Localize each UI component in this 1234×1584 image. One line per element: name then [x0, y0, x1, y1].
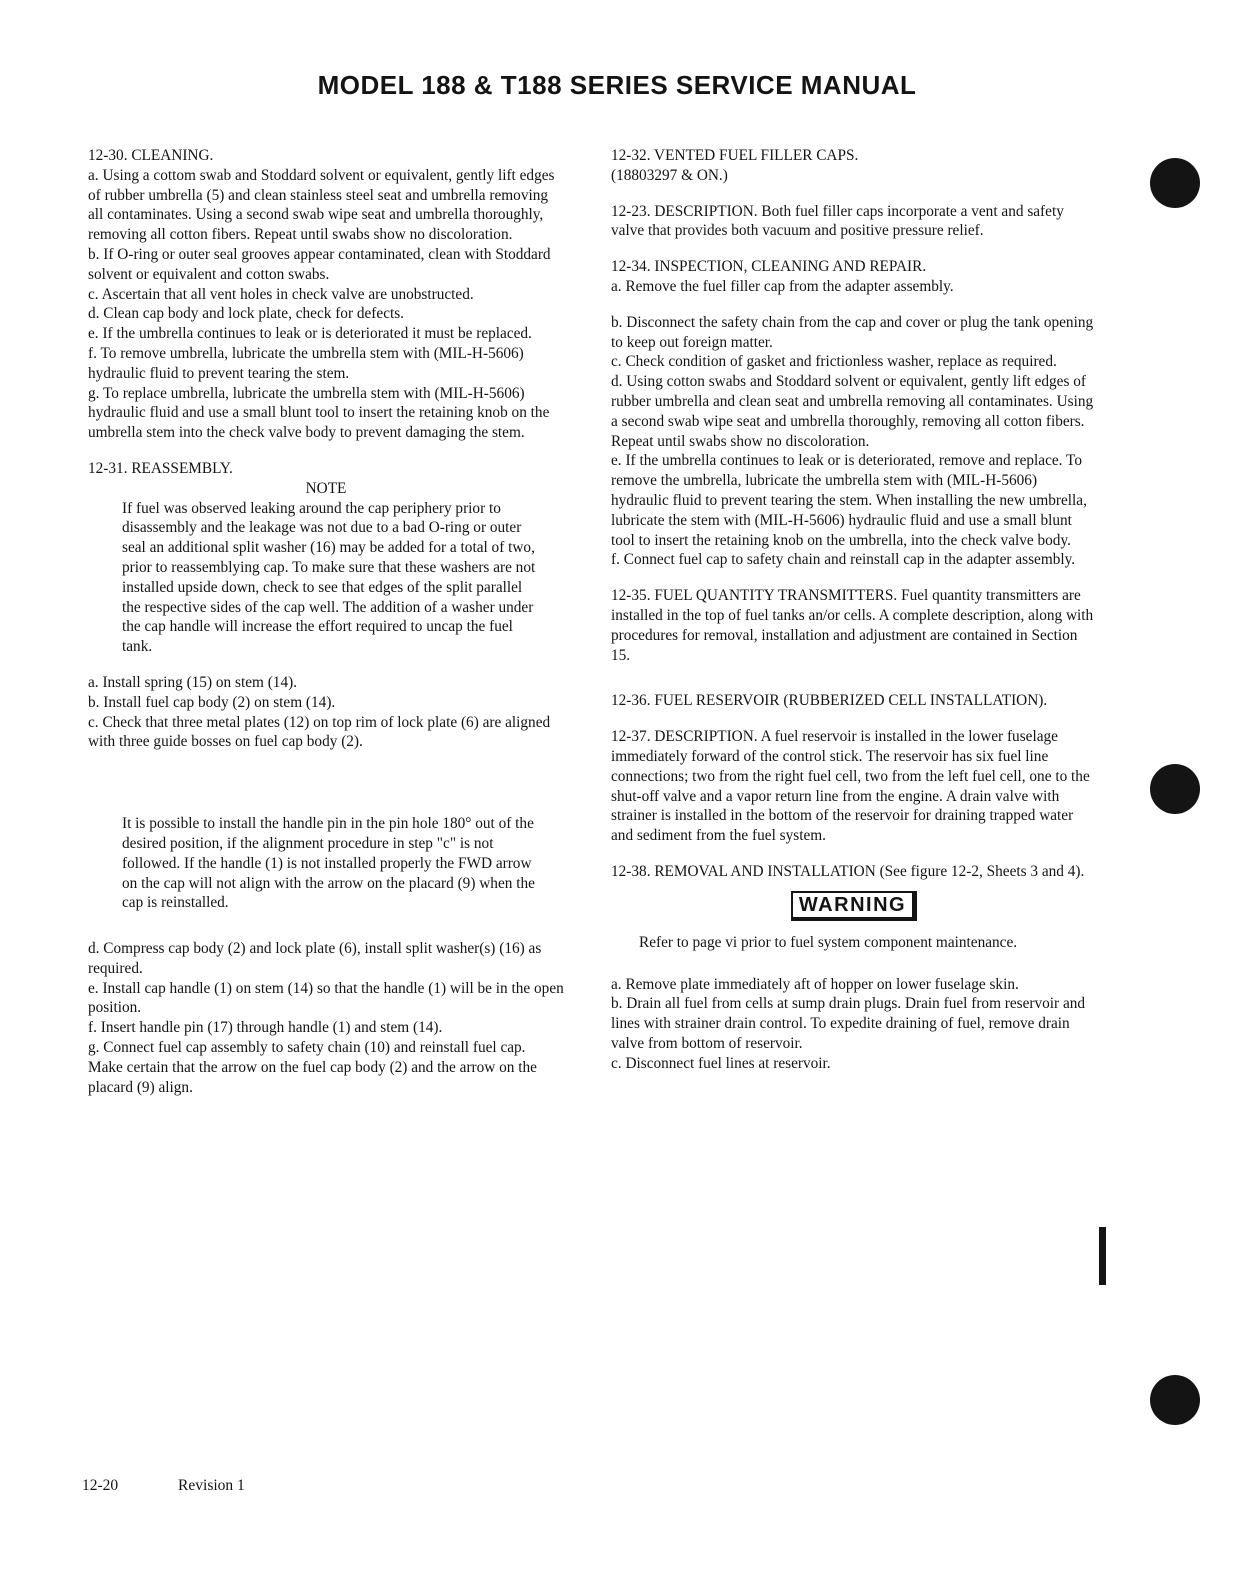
- cleaning-step-a: a. Using a cottom swab and Stoddard solvent or equivalent, gently lift edges of rubber umbrella (5) and clean stainless steel seat and umbrella removing all contaminates. Using a second swab wipe seat and umbrella thoroughly, removing all cotton fibers. Repeat until swabs show no discoloration.: [88, 166, 555, 244]
- page-title: MODEL 188 & T188 SERIES SERVICE MANUAL: [317, 70, 917, 100]
- cleaning-step-b: b. If O-ring or outer seal grooves appear contaminated, clean with Stoddard solvent or equivalent and cotton swabs.: [88, 245, 551, 283]
- page-footer: [82, 1477, 245, 1495]
- warning-box: [611, 891, 1097, 921]
- warning-label: WARNING: [791, 891, 917, 921]
- binder-hole-middle: [1150, 764, 1200, 814]
- inspection-step-a: a. Remove the fuel filler cap from the adapter assembly.: [611, 277, 954, 295]
- revision-label: Revision 1: [178, 1477, 245, 1494]
- reassembly-step-d: d. Compress cap body (2) and lock plate (6), install split washer(s) (16) as required.: [88, 940, 542, 977]
- note-title: NOTE: [305, 479, 347, 497]
- binder-hole-top: [1150, 158, 1200, 208]
- inspection-step-e: e. If the umbrella continues to leak or is deteriorated, remove and replace. To remove the umbrella, lubricate the umbrella stem with (MIL-H-5606) hydraulic fluid to prevent tearing the stem. When installing the new umbrella, lubricate the stem with (MIL-H-5606) hydraulic fluid and use a small blunt tool to insert the retaining knob on the umbrella, into the check valve body.: [611, 452, 1087, 549]
- reassembly-step-g: g. Connect fuel cap assembly to safety chain (10) and reinstall fuel cap. Make certain that the arrow on the fuel cap body (2) and the arrow on the placard (9) align.: [88, 1039, 537, 1096]
- cleaning-step-f: f. To remove umbrella, lubricate the umbrella stem with (MIL-H-5606) hydraulic fluid to prevent tearing the stem.: [88, 344, 524, 382]
- removal-step-b: b. Drain all fuel from cells at sump drain plugs. Drain fuel from reservoir and lines with strainer drain control. To expedite draining of fuel, remove drain valve from bottom of reservoir.: [611, 995, 1086, 1052]
- page-number: 12-20: [82, 1477, 119, 1494]
- cleaning-step-e: e. If the umbrella continues to leak or is deteriorated it must be replaced.: [88, 325, 532, 343]
- section-heading-fuel-reservoir: 12-36. FUEL RESERVOIR (RUBBERIZED CELL INSTALLATION).: [611, 692, 1048, 710]
- note-text: If fuel was observed leaking around the cap periphery prior to disassembly and the leakage was not due to a bad O-ring or outer seal an additional split washer (16) may be added for a total of two, prior to reassemblying cap. To make sure that these washers are not installed upside down, check to see that edges of the split parallel the respective sides of the cap well. The addition of a washer under the cap handle will increase the effort required to uncap the fuel tank.: [122, 499, 536, 656]
- fuel-quantity-transmitters-paragraph: 12-35. FUEL QUANTITY TRANSMITTERS. Fuel quantity transmitters are installed in the top of fuel tanks an/or cells. A complete description, along with procedures for removal, installation and adjustment are contained in Section 15.: [611, 587, 1094, 664]
- section-heading-removal: 12-38. REMOVAL AND INSTALLATION (See figure 12-2, Sheets 3 and 4).: [611, 862, 1085, 880]
- reassembly-step-e: e. Install cap handle (1) on stem (14) so that the handle (1) will be in the open position.: [88, 979, 564, 1017]
- inspection-step-f: f. Connect fuel cap to safety chain and reinstall cap in the adapter assembly.: [611, 551, 1076, 569]
- reservoir-description-paragraph: 12-37. DESCRIPTION. A fuel reservoir is installed in the lower fuselage immediately forward of the control stick. The reservoir has six fuel line connections; two from the right fuel cell, two from the left fuel cell, one to the shut-off valve and a vapor return line from the engine. A drain valve with strainer is installed in the bottom of the reservoir for draining trapped water and sediment from the fuel system.: [611, 728, 1090, 845]
- revision-bar: [1099, 1227, 1106, 1285]
- section-heading-cleaning: 12-30. CLEANING.: [88, 147, 214, 164]
- reassembly-step-a: a. Install spring (15) on stem (14).: [88, 673, 298, 691]
- caution-text: It is possible to install the handle pin in the pin hole 180° out of the desired position, if the alignment procedure in step "c" is not followed. If the handle (1) is not installed properly the FWD arrow on the cap will not align with the arrow on the placard (9) when the cap is reinstalled.: [122, 815, 535, 912]
- reassembly-step-c: c. Check that three metal plates (12) on top rim of lock plate (6) are aligned with three guide bosses on fuel cap body (2).: [88, 713, 551, 751]
- left-column: [88, 146, 564, 1097]
- section-heading-reassembly: 12-31. REASSEMBLY.: [88, 459, 233, 477]
- reassembly-step-f: f. Insert handle pin (17) through handle (1) and stem (14).: [88, 1019, 443, 1037]
- serial-range: (18803297 & ON.): [611, 166, 728, 184]
- section-heading-vented-caps: 12-32. VENTED FUEL FILLER CAPS.: [611, 147, 859, 164]
- binder-hole-bottom: [1150, 1375, 1200, 1425]
- warning-text: Refer to page vi prior to fuel system component maintenance.: [639, 933, 1018, 951]
- inspection-step-b: b. Disconnect the safety chain from the cap and cover or plug the tank opening to keep out foreign matter.: [611, 313, 1094, 351]
- reassembly-step-b: b. Install fuel cap body (2) on stem (14).: [88, 693, 336, 711]
- cleaning-step-c: c. Ascertain that all vent holes in check valve are unobstructed.: [88, 285, 474, 303]
- removal-step-c: c. Disconnect fuel lines at reservoir.: [611, 1054, 831, 1072]
- cleaning-step-d: d. Clean cap body and lock plate, check for defects.: [88, 305, 405, 323]
- inspection-step-c: c. Check condition of gasket and frictionless washer, replace as required.: [611, 353, 1057, 371]
- description-paragraph: 12-23. DESCRIPTION. Both fuel filler caps incorporate a vent and safety valve that provides both vacuum and positive pressure relief.: [611, 202, 1064, 240]
- inspection-step-d: d. Using cotton swabs and Stoddard solvent or equivalent, gently lift edges of rubber umbrella and clean seat and umbrella removing all contaminates. Using a second swab wipe seat and umbrella thoroughly, removing all cotton fibers. Repeat until swabs show no discoloration.: [611, 373, 1094, 450]
- section-heading-inspection: 12-34. INSPECTION, CLEANING AND REPAIR.: [611, 258, 927, 276]
- right-column: [611, 146, 1097, 1073]
- cleaning-step-g: g. To replace umbrella, lubricate the umbrella stem with (MIL-H-5606) hydraulic fluid and use a small blunt tool to insert the retaining knob on the umbrella stem into the check valve body to prevent damaging the stem.: [88, 384, 550, 442]
- removal-step-a: a. Remove plate immediately aft of hopper on lower fuselage skin.: [611, 975, 1019, 993]
